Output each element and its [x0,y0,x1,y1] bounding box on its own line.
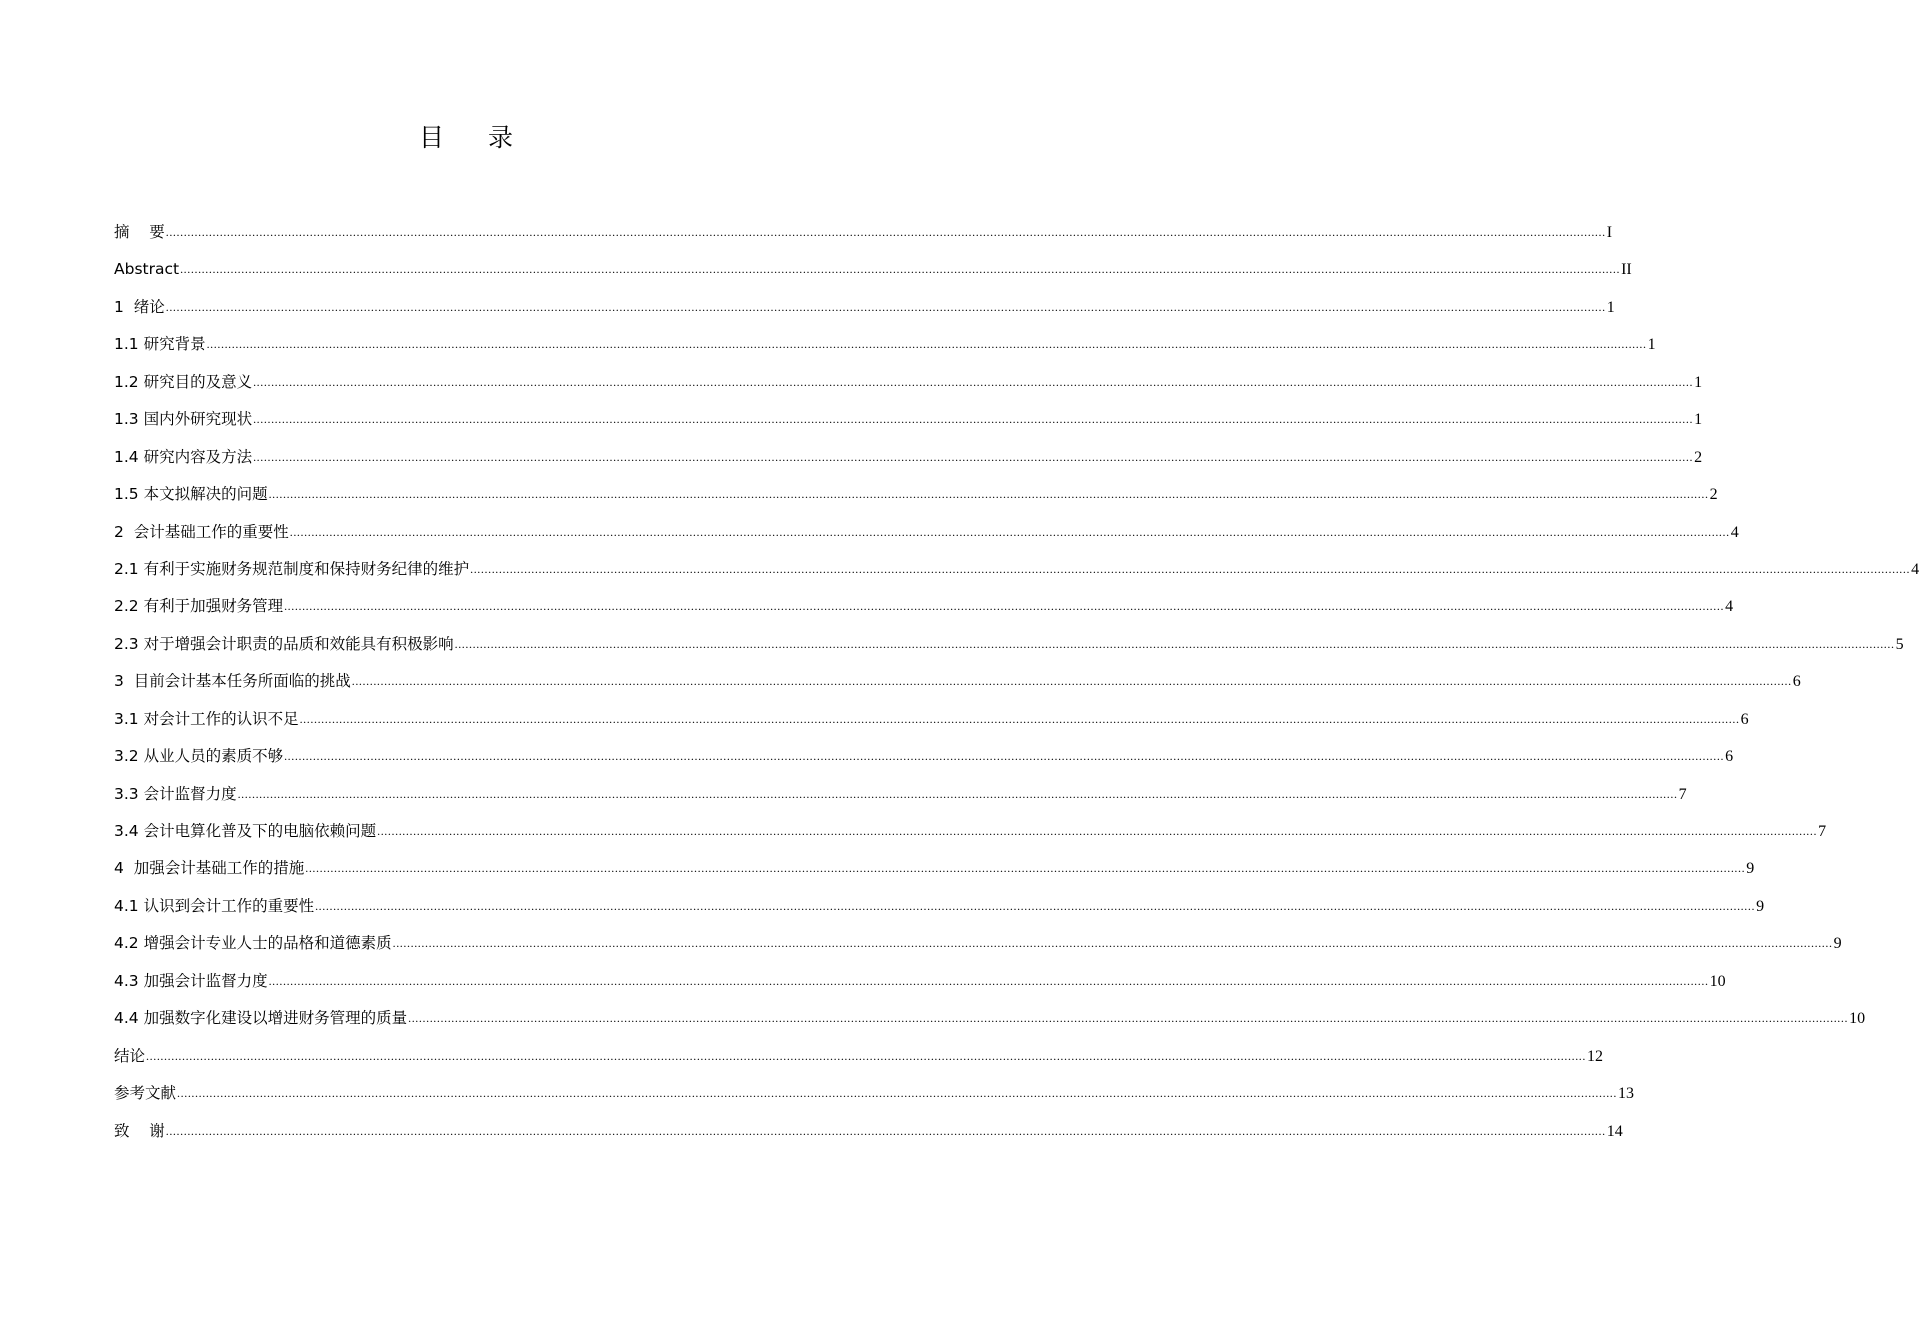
toc-entry-label: 3.4 会计电算化普及下的电脑依赖问题 [114,822,377,840]
toc-leader-dots: ................................................................................................................................................................................................................................................................................................................................................................................................................ [146,1048,1587,1063]
toc-entry-page: 1 [1606,298,1615,316]
toc-entry-page: 1 [1694,373,1703,391]
toc-entry-page: 1 [1647,336,1656,354]
toc-entry[interactable] [114,255,1632,292]
toc-leader-dots: ................................................................................................................................................................................................................................................................................................................................................................................................................ [470,561,1911,576]
toc-entry[interactable] [114,630,1904,667]
table-of-contents [114,218,1919,1154]
toc-entry-page: 9 [1833,935,1842,953]
toc-leader-dots: ................................................................................................................................................................................................................................................................................................................................................................................................................ [377,824,1818,838]
toc-entry[interactable] [114,1117,1623,1154]
toc-entry-label: Abstract [114,260,180,279]
toc-leader-dots: ................................................................................................................................................................................................................................................................................................................................................................................................................ [268,487,1709,502]
toc-entry-label: 1.5 本文拟解决的问题 [114,485,268,504]
toc-entry-label: 致 谢 [114,1121,165,1140]
toc-entry[interactable] [114,667,1801,704]
toc-entry-label: 2.3 对于增强会计职责的品质和效能具有积极影响 [114,634,454,653]
toc-entry-page: 5 [1895,635,1904,653]
toc-entry-label: 摘 要 [114,223,165,241]
toc-leader-dots: ................................................................................................................................................................................................................................................................................................................................................................................................................ [165,1123,1606,1138]
toc-leader-dots: ................................................................................................................................................................................................................................................................................................................................................................................................................ [165,299,1606,314]
toc-leader-dots: ................................................................................................................................................................................................................................................................................................................................................................................................................ [454,636,1895,651]
toc-entry-page: 4 [1725,598,1734,616]
toc-leader-dots: ................................................................................................................................................................................................................................................................................................................................................................................................................ [315,898,1756,913]
toc-entry[interactable] [114,1079,1635,1116]
toc-entry-label: 4.3 加强会计监督力度 [114,971,268,990]
toc-entry[interactable] [114,405,1703,442]
toc-entry-page: 10 [1849,1010,1866,1028]
toc-entry-page: 10 [1709,972,1726,990]
toc-entry-label: 4 加强会计基础工作的措施 [114,859,305,878]
toc-entry-page: 13 [1618,1085,1635,1103]
toc-leader-dots: ................................................................................................................................................................................................................................................................................................................................................................................................................ [177,1086,1618,1101]
toc-entry[interactable] [114,967,1726,1004]
toc-leader-dots: ................................................................................................................................................................................................................................................................................................................................................................................................................ [284,749,1725,764]
toc-entry[interactable] [114,817,1827,854]
toc-leader-dots: ................................................................................................................................................................................................................................................................................................................................................................................................................ [268,973,1709,988]
toc-entry-label: 2.1 有利于实施财务规范制度和保持财务纪律的维护 [114,559,470,578]
toc-leader-dots: ................................................................................................................................................................................................................................................................................................................................................................................................................ [289,524,1730,539]
toc-entry-label: 4.4 加强数字化建设以增进财务管理的质量 [114,1009,408,1028]
toc-leader-dots: ................................................................................................................................................................................................................................................................................................................................................................................................................ [253,449,1694,464]
toc-entry[interactable] [114,293,1615,330]
toc-leader-dots: ................................................................................................................................................................................................................................................................................................................................................................................................................ [237,786,1678,801]
toc-entry-label: 1.4 研究内容及方法 [114,447,253,466]
toc-entry-page: 4 [1911,560,1919,578]
toc-entry[interactable] [114,518,1739,555]
toc-entry[interactable] [114,218,1613,255]
toc-entry-label: 2 会计基础工作的重要性 [114,522,289,541]
toc-entry-label: 1.2 研究目的及意义 [114,372,253,391]
toc-entry-page: 1 [1694,411,1703,429]
toc-leader-dots: ................................................................................................................................................................................................................................................................................................................................................................................................................ [165,225,1606,239]
toc-entry[interactable] [114,443,1703,480]
toc-leader-dots: ................................................................................................................................................................................................................................................................................................................................................................................................................ [392,936,1833,951]
toc-leader-dots: ................................................................................................................................................................................................................................................................................................................................................................................................................ [253,412,1694,427]
toc-leader-dots: ................................................................................................................................................................................................................................................................................................................................................................................................................ [408,1011,1849,1026]
toc-leader-dots: ................................................................................................................................................................................................................................................................................................................................................................................................................ [351,674,1792,689]
toc-entry-label: 4.2 增强会计专业人士的品格和道德素质 [114,934,392,953]
toc-entry-page: II [1621,261,1632,279]
toc-entry-page: 9 [1756,897,1765,915]
toc-entry[interactable] [114,705,1749,742]
toc-entry-label: 3.2 从业人员的素质不够 [114,747,284,766]
toc-entry[interactable] [114,480,1718,517]
toc-title: 目 录 [419,123,531,152]
toc-entry-page: 6 [1740,710,1749,728]
toc-entry-page: 2 [1709,486,1718,504]
toc-entry[interactable] [114,330,1656,367]
toc-entry-page: 14 [1606,1122,1623,1140]
toc-entry-label: 1.3 国内外研究现状 [114,410,253,429]
toc-leader-dots: ................................................................................................................................................................................................................................................................................................................................................................................................................ [180,262,1621,277]
toc-entry-page: I [1606,224,1613,241]
toc-entry-page: 4 [1730,523,1739,541]
toc-entry-page: 7 [1818,823,1827,840]
toc-entry-page: 12 [1587,1047,1604,1065]
toc-entry[interactable] [114,1042,1604,1079]
toc-entry[interactable] [114,892,1765,929]
toc-entry-label: 结论 [114,1046,146,1065]
toc-leader-dots: ................................................................................................................................................................................................................................................................................................................................................................................................................ [284,599,1725,614]
toc-entry-label: 3 目前会计基本任务所面临的挑战 [114,672,351,691]
toc-entry-label: 1 绪论 [114,297,165,316]
toc-entry[interactable] [114,555,1919,592]
toc-entry-label: 3.1 对会计工作的认识不足 [114,709,299,728]
toc-entry[interactable] [114,929,1842,966]
toc-entry[interactable] [114,854,1755,891]
toc-entry-label: 2.2 有利于加强财务管理 [114,597,284,616]
toc-entry[interactable] [114,368,1703,405]
toc-leader-dots: ................................................................................................................................................................................................................................................................................................................................................................................................................ [305,861,1746,876]
toc-leader-dots: ................................................................................................................................................................................................................................................................................................................................................................................................................ [299,711,1740,726]
toc-entry-label: 3.3 会计监督力度 [114,784,237,803]
toc-entry-page: 7 [1678,785,1687,803]
toc-entry-page: 6 [1725,748,1734,766]
toc-entry-page: 6 [1792,673,1801,691]
toc-leader-dots: ................................................................................................................................................................................................................................................................................................................................................................................................................ [253,374,1694,389]
toc-entry-label: 参考文献 [114,1084,177,1103]
toc-entry-label: 4.1 认识到会计工作的重要性 [114,896,315,915]
toc-leader-dots: ................................................................................................................................................................................................................................................................................................................................................................................................................ [206,337,1647,352]
toc-entry[interactable] [114,592,1734,629]
toc-entry-page: 2 [1694,448,1703,466]
toc-entry[interactable] [114,742,1734,779]
toc-entry-label: 1.1 研究背景 [114,335,206,354]
toc-entry-page: 9 [1746,860,1755,878]
toc-entry[interactable] [114,780,1687,817]
toc-entry[interactable] [114,1004,1866,1041]
